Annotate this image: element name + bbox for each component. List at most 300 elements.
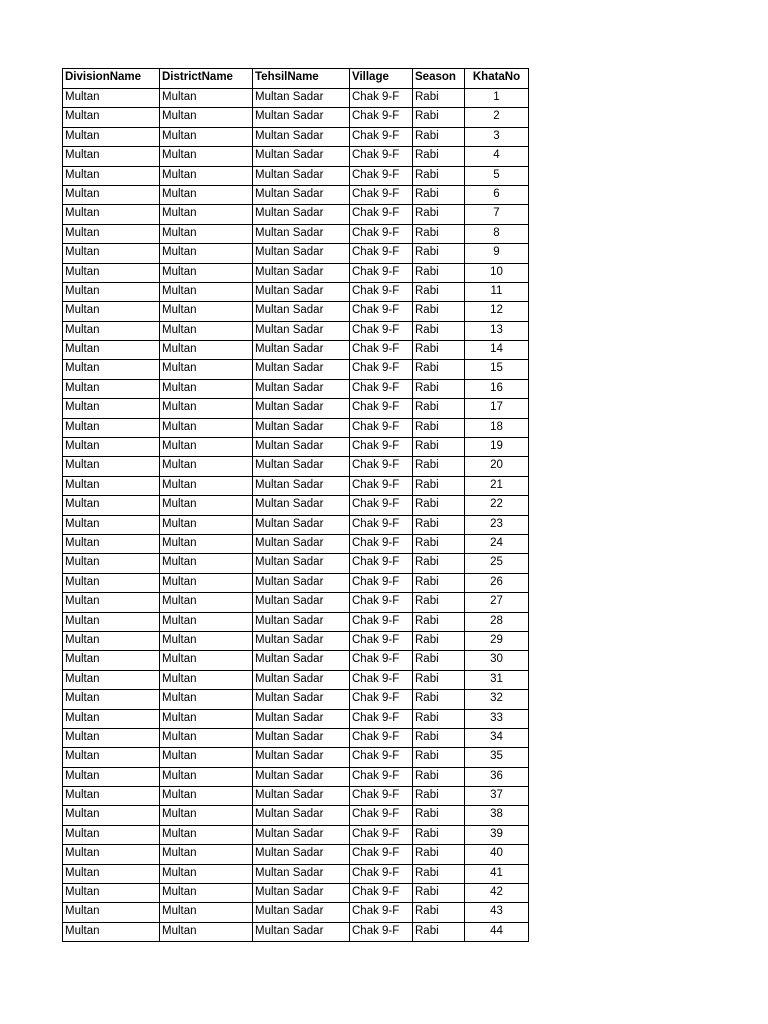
tehsil-cell: Multan Sadar: [253, 612, 350, 631]
table-row: [63, 127, 529, 146]
district-cell: Multan: [160, 147, 253, 166]
khata-no-cell: 6: [465, 185, 529, 204]
tehsil-cell: Multan Sadar: [253, 379, 350, 398]
season-cell: Rabi: [413, 631, 465, 650]
district-cell: Multan: [160, 573, 253, 592]
season-cell: Rabi: [413, 806, 465, 825]
district-cell: Multan: [160, 108, 253, 127]
khata-no-cell: 38: [465, 806, 529, 825]
season-cell: Rabi: [413, 224, 465, 243]
tehsil-cell: Multan Sadar: [253, 631, 350, 650]
table-row: [63, 670, 529, 689]
district-cell: Multan: [160, 379, 253, 398]
khata-no-cell: 26: [465, 573, 529, 592]
tehsil-cell: Multan Sadar: [253, 399, 350, 418]
khata-no-cell: 25: [465, 554, 529, 573]
table-row: [63, 476, 529, 495]
season-cell: Rabi: [413, 573, 465, 592]
table-row: [63, 903, 529, 922]
division-cell: Multan: [63, 127, 160, 146]
season-cell: Rabi: [413, 89, 465, 108]
division-cell: Multan: [63, 845, 160, 864]
division-cell: Multan: [63, 593, 160, 612]
division-cell: Multan: [63, 341, 160, 360]
district-cell: Multan: [160, 825, 253, 844]
division-cell: Multan: [63, 631, 160, 650]
tehsil-cell: Multan Sadar: [253, 903, 350, 922]
khata-no-cell: 44: [465, 922, 529, 941]
season-cell: Rabi: [413, 108, 465, 127]
tehsil-cell: Multan Sadar: [253, 341, 350, 360]
khata-no-cell: 41: [465, 864, 529, 883]
khata-no-cell: 40: [465, 845, 529, 864]
khata-no-cell: 5: [465, 166, 529, 185]
tehsil-cell: Multan Sadar: [253, 845, 350, 864]
season-cell: Rabi: [413, 166, 465, 185]
district-cell: Multan: [160, 631, 253, 650]
district-cell: Multan: [160, 185, 253, 204]
tehsil-cell: Multan Sadar: [253, 282, 350, 301]
village-cell: Chak 9-F: [350, 379, 413, 398]
table-row: [63, 360, 529, 379]
village-cell: Chak 9-F: [350, 728, 413, 747]
division-cell: Multan: [63, 864, 160, 883]
table-header: [63, 69, 529, 89]
data-table: [62, 68, 529, 942]
village-cell: Chak 9-F: [350, 709, 413, 728]
header-tehsil-name: TehsilName: [253, 69, 350, 89]
tehsil-cell: Multan Sadar: [253, 806, 350, 825]
division-cell: Multan: [63, 728, 160, 747]
season-cell: Rabi: [413, 282, 465, 301]
district-cell: Multan: [160, 593, 253, 612]
tehsil-cell: Multan Sadar: [253, 728, 350, 747]
tehsil-cell: Multan Sadar: [253, 321, 350, 340]
division-cell: Multan: [63, 709, 160, 728]
season-cell: Rabi: [413, 515, 465, 534]
season-cell: Rabi: [413, 438, 465, 457]
village-cell: Chak 9-F: [350, 302, 413, 321]
tehsil-cell: Multan Sadar: [253, 476, 350, 495]
district-cell: Multan: [160, 884, 253, 903]
khata-no-cell: 30: [465, 651, 529, 670]
district-cell: Multan: [160, 922, 253, 941]
season-cell: Rabi: [413, 728, 465, 747]
village-cell: Chak 9-F: [350, 573, 413, 592]
division-cell: Multan: [63, 166, 160, 185]
season-cell: Rabi: [413, 748, 465, 767]
season-cell: Rabi: [413, 496, 465, 515]
table-row: [63, 185, 529, 204]
village-cell: Chak 9-F: [350, 476, 413, 495]
village-cell: Chak 9-F: [350, 884, 413, 903]
table-row: [63, 884, 529, 903]
district-cell: Multan: [160, 534, 253, 553]
table-row: [63, 224, 529, 243]
season-cell: Rabi: [413, 321, 465, 340]
district-cell: Multan: [160, 864, 253, 883]
season-cell: Rabi: [413, 593, 465, 612]
village-cell: Chak 9-F: [350, 263, 413, 282]
khata-no-cell: 2: [465, 108, 529, 127]
village-cell: Chak 9-F: [350, 147, 413, 166]
table-row: [63, 438, 529, 457]
division-cell: Multan: [63, 282, 160, 301]
village-cell: Chak 9-F: [350, 341, 413, 360]
season-cell: Rabi: [413, 884, 465, 903]
district-cell: Multan: [160, 690, 253, 709]
table-row: [63, 787, 529, 806]
village-cell: Chak 9-F: [350, 282, 413, 301]
table-row: [63, 399, 529, 418]
division-cell: Multan: [63, 612, 160, 631]
division-cell: Multan: [63, 147, 160, 166]
khata-no-cell: 35: [465, 748, 529, 767]
village-cell: Chak 9-F: [350, 89, 413, 108]
village-cell: Chak 9-F: [350, 185, 413, 204]
header-khata-no: KhataNo: [465, 69, 529, 89]
village-cell: Chak 9-F: [350, 399, 413, 418]
season-cell: Rabi: [413, 147, 465, 166]
season-cell: Rabi: [413, 767, 465, 786]
table-row: [63, 864, 529, 883]
village-cell: Chak 9-F: [350, 845, 413, 864]
district-cell: Multan: [160, 282, 253, 301]
tehsil-cell: Multan Sadar: [253, 651, 350, 670]
table-row: [63, 341, 529, 360]
season-cell: Rabi: [413, 476, 465, 495]
village-cell: Chak 9-F: [350, 806, 413, 825]
season-cell: Rabi: [413, 845, 465, 864]
khata-no-cell: 42: [465, 884, 529, 903]
table-row: [63, 302, 529, 321]
village-cell: Chak 9-F: [350, 690, 413, 709]
district-cell: Multan: [160, 728, 253, 747]
khata-no-cell: 10: [465, 263, 529, 282]
khata-no-cell: 15: [465, 360, 529, 379]
khata-no-cell: 34: [465, 728, 529, 747]
table-row: [63, 147, 529, 166]
division-cell: Multan: [63, 806, 160, 825]
village-cell: Chak 9-F: [350, 612, 413, 631]
season-cell: Rabi: [413, 612, 465, 631]
season-cell: Rabi: [413, 670, 465, 689]
table-row: [63, 845, 529, 864]
division-cell: Multan: [63, 263, 160, 282]
tehsil-cell: Multan Sadar: [253, 457, 350, 476]
tehsil-cell: Multan Sadar: [253, 573, 350, 592]
season-cell: Rabi: [413, 341, 465, 360]
khata-no-cell: 20: [465, 457, 529, 476]
village-cell: Chak 9-F: [350, 787, 413, 806]
season-cell: Rabi: [413, 263, 465, 282]
tehsil-cell: Multan Sadar: [253, 884, 350, 903]
district-cell: Multan: [160, 651, 253, 670]
village-cell: Chak 9-F: [350, 496, 413, 515]
village-cell: Chak 9-F: [350, 127, 413, 146]
tehsil-cell: Multan Sadar: [253, 108, 350, 127]
tehsil-cell: Multan Sadar: [253, 205, 350, 224]
table-row: [63, 418, 529, 437]
khata-no-cell: 17: [465, 399, 529, 418]
tehsil-cell: Multan Sadar: [253, 690, 350, 709]
table-row: [63, 709, 529, 728]
tehsil-cell: Multan Sadar: [253, 787, 350, 806]
division-cell: Multan: [63, 108, 160, 127]
division-cell: Multan: [63, 205, 160, 224]
village-cell: Chak 9-F: [350, 166, 413, 185]
table-row: [63, 515, 529, 534]
tehsil-cell: Multan Sadar: [253, 302, 350, 321]
district-cell: Multan: [160, 496, 253, 515]
table-row: [63, 806, 529, 825]
village-cell: Chak 9-F: [350, 767, 413, 786]
district-cell: Multan: [160, 360, 253, 379]
division-cell: Multan: [63, 360, 160, 379]
division-cell: Multan: [63, 224, 160, 243]
season-cell: Rabi: [413, 205, 465, 224]
village-cell: Chak 9-F: [350, 205, 413, 224]
district-cell: Multan: [160, 127, 253, 146]
tehsil-cell: Multan Sadar: [253, 418, 350, 437]
table-row: [63, 205, 529, 224]
season-cell: Rabi: [413, 379, 465, 398]
district-cell: Multan: [160, 670, 253, 689]
district-cell: Multan: [160, 767, 253, 786]
table-row: [63, 166, 529, 185]
village-cell: Chak 9-F: [350, 224, 413, 243]
tehsil-cell: Multan Sadar: [253, 89, 350, 108]
season-cell: Rabi: [413, 457, 465, 476]
header-division-name: DivisionName: [63, 69, 160, 89]
table-row: [63, 534, 529, 553]
district-cell: Multan: [160, 515, 253, 534]
table-row: [63, 321, 529, 340]
village-cell: Chak 9-F: [350, 515, 413, 534]
tehsil-cell: Multan Sadar: [253, 185, 350, 204]
tehsil-cell: Multan Sadar: [253, 515, 350, 534]
season-cell: Rabi: [413, 244, 465, 263]
village-cell: Chak 9-F: [350, 321, 413, 340]
table-row: [63, 690, 529, 709]
season-cell: Rabi: [413, 302, 465, 321]
village-cell: Chak 9-F: [350, 457, 413, 476]
division-cell: Multan: [63, 89, 160, 108]
division-cell: Multan: [63, 573, 160, 592]
district-cell: Multan: [160, 89, 253, 108]
village-cell: Chak 9-F: [350, 360, 413, 379]
district-cell: Multan: [160, 321, 253, 340]
table-row: [63, 89, 529, 108]
season-cell: Rabi: [413, 787, 465, 806]
division-cell: Multan: [63, 767, 160, 786]
khata-no-cell: 28: [465, 612, 529, 631]
division-cell: Multan: [63, 438, 160, 457]
khata-no-cell: 27: [465, 593, 529, 612]
khata-no-cell: 43: [465, 903, 529, 922]
tehsil-cell: Multan Sadar: [253, 438, 350, 457]
khata-no-cell: 14: [465, 341, 529, 360]
header-district-name: DistrictName: [160, 69, 253, 89]
khata-no-cell: 31: [465, 670, 529, 689]
khata-no-cell: 37: [465, 787, 529, 806]
season-cell: Rabi: [413, 399, 465, 418]
season-cell: Rabi: [413, 651, 465, 670]
tehsil-cell: Multan Sadar: [253, 767, 350, 786]
header-season: Season: [413, 69, 465, 89]
division-cell: Multan: [63, 670, 160, 689]
tehsil-cell: Multan Sadar: [253, 748, 350, 767]
table-row: [63, 554, 529, 573]
khata-no-cell: 36: [465, 767, 529, 786]
division-cell: Multan: [63, 379, 160, 398]
district-cell: Multan: [160, 806, 253, 825]
khata-no-cell: 13: [465, 321, 529, 340]
tehsil-cell: Multan Sadar: [253, 864, 350, 883]
tehsil-cell: Multan Sadar: [253, 263, 350, 282]
district-cell: Multan: [160, 476, 253, 495]
tehsil-cell: Multan Sadar: [253, 593, 350, 612]
division-cell: Multan: [63, 884, 160, 903]
district-cell: Multan: [160, 302, 253, 321]
division-cell: Multan: [63, 457, 160, 476]
table-row: [63, 282, 529, 301]
tehsil-cell: Multan Sadar: [253, 147, 350, 166]
khata-no-cell: 33: [465, 709, 529, 728]
district-cell: Multan: [160, 224, 253, 243]
khata-no-cell: 3: [465, 127, 529, 146]
table-row: [63, 748, 529, 767]
season-cell: Rabi: [413, 825, 465, 844]
khata-no-cell: 16: [465, 379, 529, 398]
division-cell: Multan: [63, 302, 160, 321]
division-cell: Multan: [63, 185, 160, 204]
district-cell: Multan: [160, 418, 253, 437]
district-cell: Multan: [160, 244, 253, 263]
tehsil-cell: Multan Sadar: [253, 166, 350, 185]
district-cell: Multan: [160, 438, 253, 457]
khata-no-cell: 4: [465, 147, 529, 166]
khata-no-cell: 32: [465, 690, 529, 709]
division-cell: Multan: [63, 418, 160, 437]
khata-no-cell: 21: [465, 476, 529, 495]
district-cell: Multan: [160, 554, 253, 573]
khata-no-cell: 29: [465, 631, 529, 650]
header-row: [63, 69, 529, 89]
season-cell: Rabi: [413, 127, 465, 146]
district-cell: Multan: [160, 205, 253, 224]
khata-no-cell: 1: [465, 89, 529, 108]
table-row: [63, 651, 529, 670]
division-cell: Multan: [63, 244, 160, 263]
district-cell: Multan: [160, 787, 253, 806]
division-cell: Multan: [63, 903, 160, 922]
division-cell: Multan: [63, 515, 160, 534]
season-cell: Rabi: [413, 864, 465, 883]
village-cell: Chak 9-F: [350, 534, 413, 553]
division-cell: Multan: [63, 690, 160, 709]
khata-no-cell: 39: [465, 825, 529, 844]
khata-no-cell: 7: [465, 205, 529, 224]
season-cell: Rabi: [413, 554, 465, 573]
table-row: [63, 728, 529, 747]
khata-no-cell: 9: [465, 244, 529, 263]
tehsil-cell: Multan Sadar: [253, 224, 350, 243]
village-cell: Chak 9-F: [350, 593, 413, 612]
season-cell: Rabi: [413, 922, 465, 941]
table-row: [63, 593, 529, 612]
tehsil-cell: Multan Sadar: [253, 554, 350, 573]
tehsil-cell: Multan Sadar: [253, 127, 350, 146]
district-cell: Multan: [160, 341, 253, 360]
tehsil-cell: Multan Sadar: [253, 670, 350, 689]
village-cell: Chak 9-F: [350, 670, 413, 689]
table-body: [63, 89, 529, 942]
village-cell: Chak 9-F: [350, 244, 413, 263]
khata-no-cell: 23: [465, 515, 529, 534]
khata-no-cell: 11: [465, 282, 529, 301]
village-cell: Chak 9-F: [350, 108, 413, 127]
division-cell: Multan: [63, 922, 160, 941]
district-cell: Multan: [160, 748, 253, 767]
district-cell: Multan: [160, 612, 253, 631]
tehsil-cell: Multan Sadar: [253, 922, 350, 941]
season-cell: Rabi: [413, 709, 465, 728]
table-row: [63, 612, 529, 631]
header-village: Village: [350, 69, 413, 89]
khata-no-cell: 19: [465, 438, 529, 457]
tehsil-cell: Multan Sadar: [253, 534, 350, 553]
tehsil-cell: Multan Sadar: [253, 496, 350, 515]
division-cell: Multan: [63, 748, 160, 767]
table-row: [63, 631, 529, 650]
village-cell: Chak 9-F: [350, 651, 413, 670]
khata-no-cell: 8: [465, 224, 529, 243]
table-row: [63, 379, 529, 398]
division-cell: Multan: [63, 496, 160, 515]
district-cell: Multan: [160, 457, 253, 476]
table-row: [63, 496, 529, 515]
season-cell: Rabi: [413, 534, 465, 553]
table-row: [63, 922, 529, 941]
division-cell: Multan: [63, 651, 160, 670]
season-cell: Rabi: [413, 903, 465, 922]
khata-no-cell: 24: [465, 534, 529, 553]
division-cell: Multan: [63, 321, 160, 340]
table-row: [63, 244, 529, 263]
district-cell: Multan: [160, 845, 253, 864]
season-cell: Rabi: [413, 185, 465, 204]
district-cell: Multan: [160, 263, 253, 282]
division-cell: Multan: [63, 825, 160, 844]
district-cell: Multan: [160, 166, 253, 185]
table-row: [63, 108, 529, 127]
village-cell: Chak 9-F: [350, 864, 413, 883]
division-cell: Multan: [63, 787, 160, 806]
tehsil-cell: Multan Sadar: [253, 360, 350, 379]
khata-no-cell: 22: [465, 496, 529, 515]
tehsil-cell: Multan Sadar: [253, 825, 350, 844]
district-cell: Multan: [160, 903, 253, 922]
division-cell: Multan: [63, 476, 160, 495]
table-row: [63, 573, 529, 592]
season-cell: Rabi: [413, 690, 465, 709]
tehsil-cell: Multan Sadar: [253, 709, 350, 728]
village-cell: Chak 9-F: [350, 748, 413, 767]
table-row: [63, 825, 529, 844]
khata-no-cell: 18: [465, 418, 529, 437]
tehsil-cell: Multan Sadar: [253, 244, 350, 263]
